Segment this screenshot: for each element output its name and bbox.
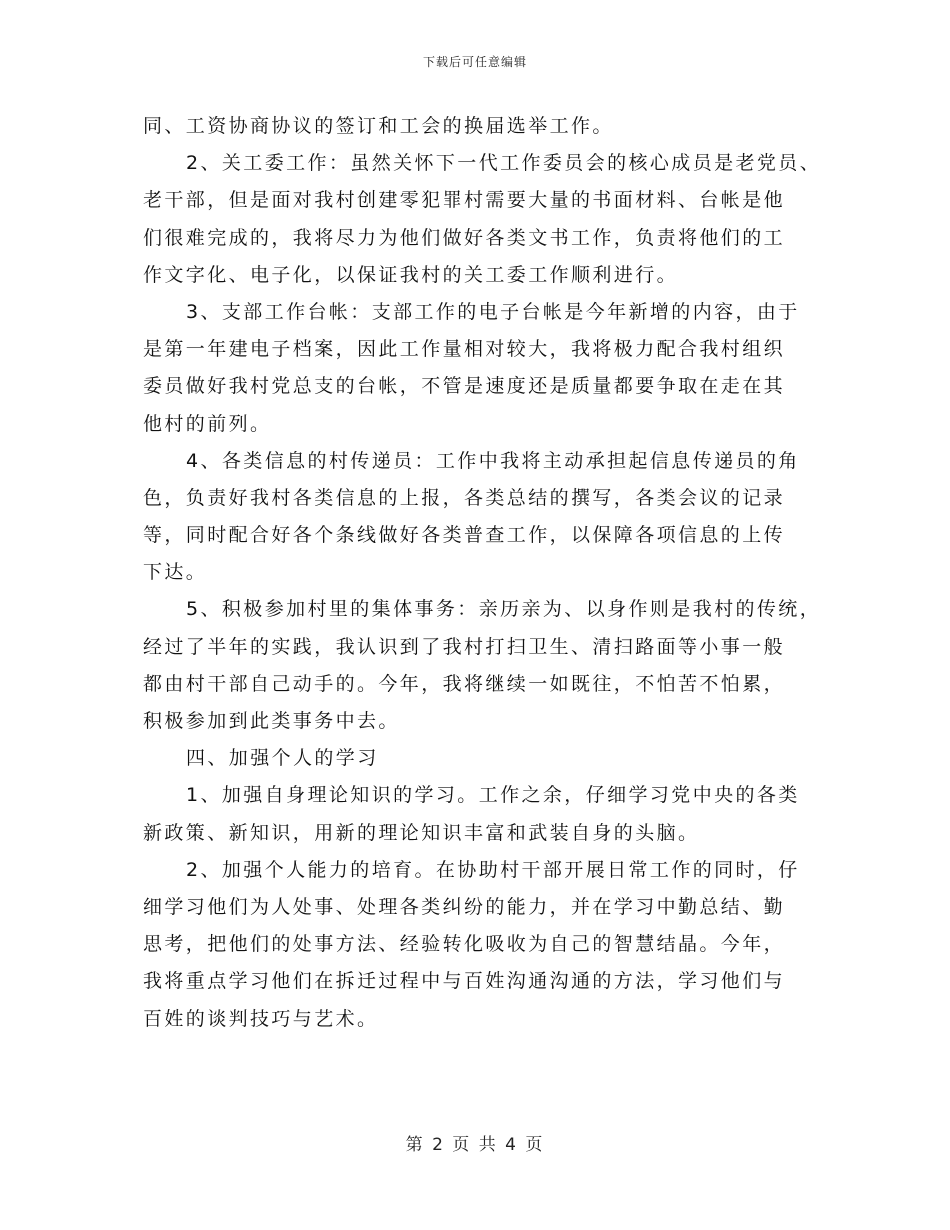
footer-middle: 页 共 — [452, 1135, 498, 1155]
page-header: 下载后可任意编辑 — [422, 55, 527, 69]
footer-suffix: 页 — [525, 1135, 545, 1155]
body-line: 下达。 — [143, 561, 208, 584]
body-line: 1、加强自身理论知识的学习。工作之余，仔细学习党中央的各类 — [186, 784, 800, 807]
body-line: 老干部，但是面对我村创建零犯罪村需要大量的书面材料、台帐是他 — [143, 189, 786, 212]
body-line: 3、支部工作台帐：支部工作的电子台帐是今年新增的内容，由于 — [186, 300, 800, 323]
body-line: 积极参加到此类事务中去。 — [143, 710, 400, 732]
body-line: 他村的前列。 — [143, 412, 272, 435]
body-line: 色，负责好我村各类信息的上报，各类总结的撰写，各类会议的记录 — [143, 486, 786, 509]
current-page-number: 2 — [432, 1135, 445, 1155]
body-line: 是第一年建电子档案，因此工作量相对较大，我将极力配合我村组织 — [143, 338, 786, 361]
body-line: 百姓的谈判技巧与艺术。 — [143, 1007, 379, 1030]
body-line: 们很难完成的，我将尽力为他们做好各类文书工作，负责将他们的工 — [143, 226, 786, 249]
body-line: 同、工资协商协议的签订和工会的换届选举工作。 — [143, 115, 614, 137]
body-line: 都由村干部自己动手的。今年，我将继续一如既往，不怕苦不怕累， — [143, 672, 786, 695]
body-line: 作文字化、电子化，以保证我村的关工委工作顺利进行。 — [143, 263, 679, 286]
document-body — [143, 108, 823, 1038]
page-footer — [0, 1130, 950, 1155]
body-line: 5、积极参加村里的集体事务：亲历亲为、以身作则是我村的传统， — [186, 598, 822, 621]
footer-prefix: 第 — [405, 1135, 425, 1155]
body-line: 2、关工委工作：虽然关怀下一代工作委员会的核心成员是老党员、 — [186, 152, 822, 175]
body-line: 2、加强个人能力的培育。在协助村干部开展日常工作的同时，仔 — [186, 858, 800, 881]
body-line: 4、各类信息的村传递员：工作中我将主动承担起信息传递员的角 — [186, 449, 800, 472]
body-line: 新政策、新知识，用新的理论知识丰富和武装自身的头脑。 — [143, 821, 700, 844]
body-line: 经过了半年的实践，我认识到了我村打扫卫生、清扫路面等小事一般 — [143, 635, 786, 658]
body-line: 我将重点学习他们在拆迁过程中与百姓沟通沟通的方法，学习他们与 — [143, 970, 786, 993]
section-heading: 四、加强个人的学习 — [186, 747, 379, 770]
body-line: 思考，把他们的处事方法、经验转化吸收为自己的智慧结晶。今年， — [143, 933, 786, 956]
body-line: 细学习他们为人处事、处理各类纠纷的能力，并在学习中勤总结、勤 — [143, 895, 786, 918]
body-line: 委员做好我村党总支的台帐，不管是速度还是质量都要争取在走在其 — [143, 375, 786, 398]
total-page-number: 4 — [505, 1135, 518, 1155]
body-line: 等，同时配合好各个条线做好各类普查工作，以保障各项信息的上传 — [143, 524, 786, 547]
